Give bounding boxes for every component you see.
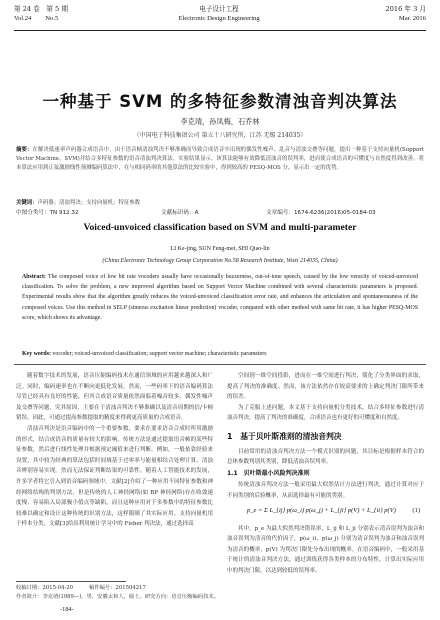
footnote-rule (16, 581, 126, 582)
affiliation-en: (China Electronic Technology Group Corporation No.58 Research Institute, Wuxi 214035, China) (102, 258, 338, 264)
header-journal-en: Electronic Design Engineering (178, 15, 260, 22)
body-column-right (227, 371, 424, 577)
author-bio: 作者简介：李克靖(1989—)，男，安徽太和人，硕士。研究方向：语音压缩编码技术。 (16, 593, 220, 600)
header-date-cn: 2016 年 3 月 (385, 5, 426, 13)
abstract-en-text: The composed voice of low bit rate vocoders usually have occasionally buzzerness, out-of-tone speech, caused by the low veracity of voiced-unvoiced classification. To solve the problem, a new improved algorithm based on Support Vector Machine combined with several characteristic parameters is proposed. Experimental results show that the algorithm greatly reduces the voiced-unvoiced classification error rate, and enhances the articulation and spontaneousness of the composed voices. Use this method in SELP (sinuous excitation linear prediction) vocoder, compared with other method with same bit rate, it has higher PESQ-MOS score, which shows its advantage. (22, 274, 418, 321)
running-header (14, 5, 426, 31)
keywords-cn-label: 关键词： (16, 200, 38, 206)
article-number: 文章编号：1674-6236(2016)05-0184-03 (266, 210, 376, 216)
abstract-en (22, 272, 418, 323)
clc-number: 中图分类号：TN 912.32 (16, 210, 79, 216)
authors-en: LI Ke-jing, SUN Feng-mei, SHI Qiao-lin (170, 246, 270, 252)
keywords-en-label: Key words: (22, 351, 51, 357)
header-issue (14, 5, 124, 23)
header-date (316, 5, 426, 23)
header-issue-cn: 第 24 卷 第 5 期 (14, 5, 68, 13)
section-paragraph: 目前常用的清浊音判决方法一个模式识别的问题，其目标是根据样本符合的总体参数判别其类别，降低清浊音误判率。 (227, 448, 424, 466)
affiliation-cn: （中国电子科技集团公司 第五十八研究所，江苏 无锡 214035） (133, 132, 307, 139)
article-title-en: Voiced-unvoiced classification based on SVM and multi-parameter (83, 222, 357, 233)
footnote (16, 584, 221, 601)
header-rule (14, 30, 426, 31)
keywords-en-text: vocoder; voiced-unvoiced classification; support vector machine; characteristic parameters (52, 351, 267, 357)
header-vol-en: Vol.24 (14, 15, 32, 22)
body-paragraph: 清浊音判决是语音编码中的一个重要参数，要求在要求语音合成时所用激励的形式，结合成语音的质量有较大的影响。传统方法是通过提取语音帧的某些特征参数，然后进行线性处理并根据预定阈值来进行判断。例如，一般依靠经验来设置，其中较为经典的算法包括时间域基于过零率与能量相结合处理计算，清浊音辨别容易实现。然而无法保证判断结果的可靠性。随着人工智能技术的发展，许多学者将它引入到语音编码领域中。文献[2]介绍了一种应用不同特征参数和神经网络结构的判别方法，但是传统的人工神经网络(如 BP 神经网络)存在收敛速度慢、容易陷入局部极小值点等缺陷，而且这种应用对于多参数中的特征参数比较难以确定和设计这种传统的识别方法，这样限制了其实际应用。支持向量机用于样本分类，文献[3]给出利用统计学习中的 Fisher 判决法，通过选择高 (16, 425, 213, 528)
manuscript-number: 稿件编号：201504217 (89, 585, 146, 591)
body-paragraph: 空间到一维空间投影，进而在一维空间进行判决，简化了分类界面的求取，提高了判决的准确度。然而，该方法依然存在较高要求的上确定判决门限所带来的误差。 (227, 373, 424, 401)
article-title-cn: 一种基于 SVM 的多特征参数清浊音判决算法 (42, 92, 398, 111)
body-paragraph: 随着数字技术的发展，语音压缩编码技术在通信领域的应用越来越深入和广泛。同时，编码速率也在不断向更低化发展。然而，一些码率下的语音编码算法尽管已经具有良好的性能，但其合成语音质量依然面临着噪音较多、偶发性噪声及交叠等问题。究其原因，主要在于清浊音判决不够准确以及清音周期的信/卡顿错误。因此，可通过提高参数提取的精度来得到更高质量的合成语音。 (16, 373, 213, 422)
header-no-en: No.5 (45, 15, 59, 22)
authors-cn: 李克靖，孙凤梅，石乔林 (180, 117, 260, 126)
equation-explanation: 其中，p_e 为最大似然判决错误率，L_ij 和 L_ji 分别表示清音误判为浊音和浊音误判为清音的代价因子，p(ω_i)、p(ω_j) 分别为清音误判为浊音和浊音误判为清音的概率，p(V) 为判决门限处分布出现的概率。在语音编码中，一般采用基于统计的清浊音判决方法，通过训练获得各类样本的分布特性，计算出实际应用中的判决门限，以达到较低的误判率。 (227, 525, 424, 574)
equation-expression: p_e = Σ L_{ij} p(ω_i) p(ω_j) + L_{ji} p(V) + L_{ii} p(V) (247, 506, 396, 514)
section-divider (14, 364, 426, 365)
section-heading: 1 基于贝叶斯准则的清浊音判决 (227, 431, 342, 441)
abstract-cn (16, 146, 424, 174)
body-column-left (16, 371, 213, 530)
equation-number: (1) (412, 506, 420, 514)
subsection-paragraph: 传统清浊音判决方法一般采用最大似然估计方法进行判决，通过计算对应于不同类别的后验概率，从而选择最有可能的类别。 (227, 482, 424, 499)
subsection-heading: 1.1 贝叶斯最小风险判决准则 (227, 469, 310, 477)
abstract-en-label: Abstract: (22, 274, 46, 280)
header-journal (144, 5, 294, 23)
abstract-cn-label: 摘要： (16, 147, 33, 153)
keywords-cn-text: 声码器；清浊判决；支持向量机；特征参数 (37, 200, 141, 206)
header-date-en: Mar. 2016 (398, 15, 426, 22)
keywords-cn (16, 198, 424, 206)
received-date: 收稿日期：2015-04-20 (16, 585, 74, 591)
equation-1 (227, 504, 424, 522)
abstract-cn-text: 在解决低速率声码器合成语音中，由于语音帧清浊判决不够准确而导致合成语音中出现的偶发性噪声、乱音与清浊交叠等问题，提出一种基于支持向量机(Support Vector Machine，SVM)并结合多特征参数的语音清浊判决算法。实验结果显示，该算法能够有效降低清浊音的误判率，进而使合成语音的可懂度与自然度得到改善。将本算法应用到正弦激励线性预测编码算法中，在与相同码率的其他算法的比较实验中，得到较高的 PESQ-MOS 分，显示出一定的优势。 (16, 147, 424, 172)
page-number: -184- (60, 606, 74, 613)
document-code: 文献标识码：A (161, 210, 199, 216)
header-journal-cn: 电子设计工程 (199, 5, 239, 13)
body-paragraph: 为了克服上述问题，本文基于支持向量机分类技术，结合多特征参数进行清浊音判决，提高了判决的准确度，合成语音也有更好的可懂度和自然度。 (227, 404, 424, 422)
keywords-en (22, 351, 418, 357)
